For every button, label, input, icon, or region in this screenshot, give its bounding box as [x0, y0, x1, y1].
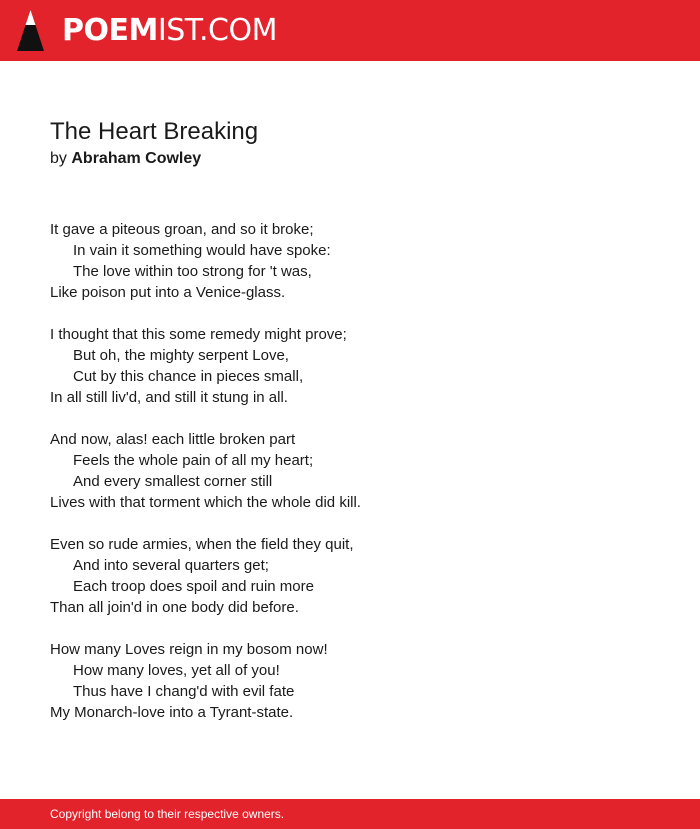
logo-text-light: IST.COM — [157, 13, 277, 48]
poem-line: Each troop does spoil and ruin more — [73, 578, 314, 595]
poem-line: And now, alas! each little broken part — [50, 431, 296, 448]
poem-title: The Heart Breaking — [50, 118, 259, 145]
poem-line: The love within too strong for 't was, — [73, 263, 312, 280]
poem-line: Thus have I chang'd with evil fate — [73, 683, 295, 700]
site-header — [0, 0, 700, 61]
by-label: by — [50, 150, 67, 167]
poem-line: In vain it something would have spoke: — [73, 242, 331, 259]
poem-line: And every smallest corner still — [73, 473, 273, 490]
pencil-tip-icon[interactable] — [17, 10, 44, 51]
poem-line: But oh, the mighty serpent Love, — [73, 347, 289, 364]
poem-line: Lives with that torment which the whole did kill. — [50, 494, 361, 511]
poem-line: Feels the whole pain of all my heart; — [73, 452, 314, 469]
poem-line: Cut by this chance in pieces small, — [73, 368, 304, 385]
poem-line: Like poison put into a Venice-glass. — [50, 284, 286, 301]
site-logo[interactable] — [62, 13, 277, 49]
copyright-notice: Copyright belong to their respective owners. — [50, 807, 285, 821]
poem-byline — [50, 149, 201, 169]
logo-text-bold: POEM — [62, 13, 158, 48]
stanza — [50, 534, 361, 618]
stanza — [50, 429, 361, 513]
poem-body — [50, 219, 361, 744]
poem-line: It gave a piteous groan, and so it broke; — [50, 221, 314, 238]
site-footer — [0, 799, 700, 829]
poem-line: I thought that this some remedy might prove; — [50, 326, 347, 343]
stanza — [50, 324, 361, 408]
poem-line: Even so rude armies, when the field they quit, — [50, 536, 354, 553]
poem-line: In all still liv'd, and still it stung in all. — [50, 389, 288, 406]
poem-author: Abraham Cowley — [71, 150, 202, 167]
poem-line: How many Loves reign in my bosom now! — [50, 641, 328, 658]
stanza — [50, 639, 361, 723]
poem-line: Than all join'd in one body did before. — [50, 599, 299, 616]
stanza — [50, 219, 361, 303]
poem-line: And into several quarters get; — [73, 557, 269, 574]
poem-line: How many loves, yet all of you! — [73, 662, 280, 679]
poem-line: My Monarch-love into a Tyrant-state. — [50, 704, 294, 721]
